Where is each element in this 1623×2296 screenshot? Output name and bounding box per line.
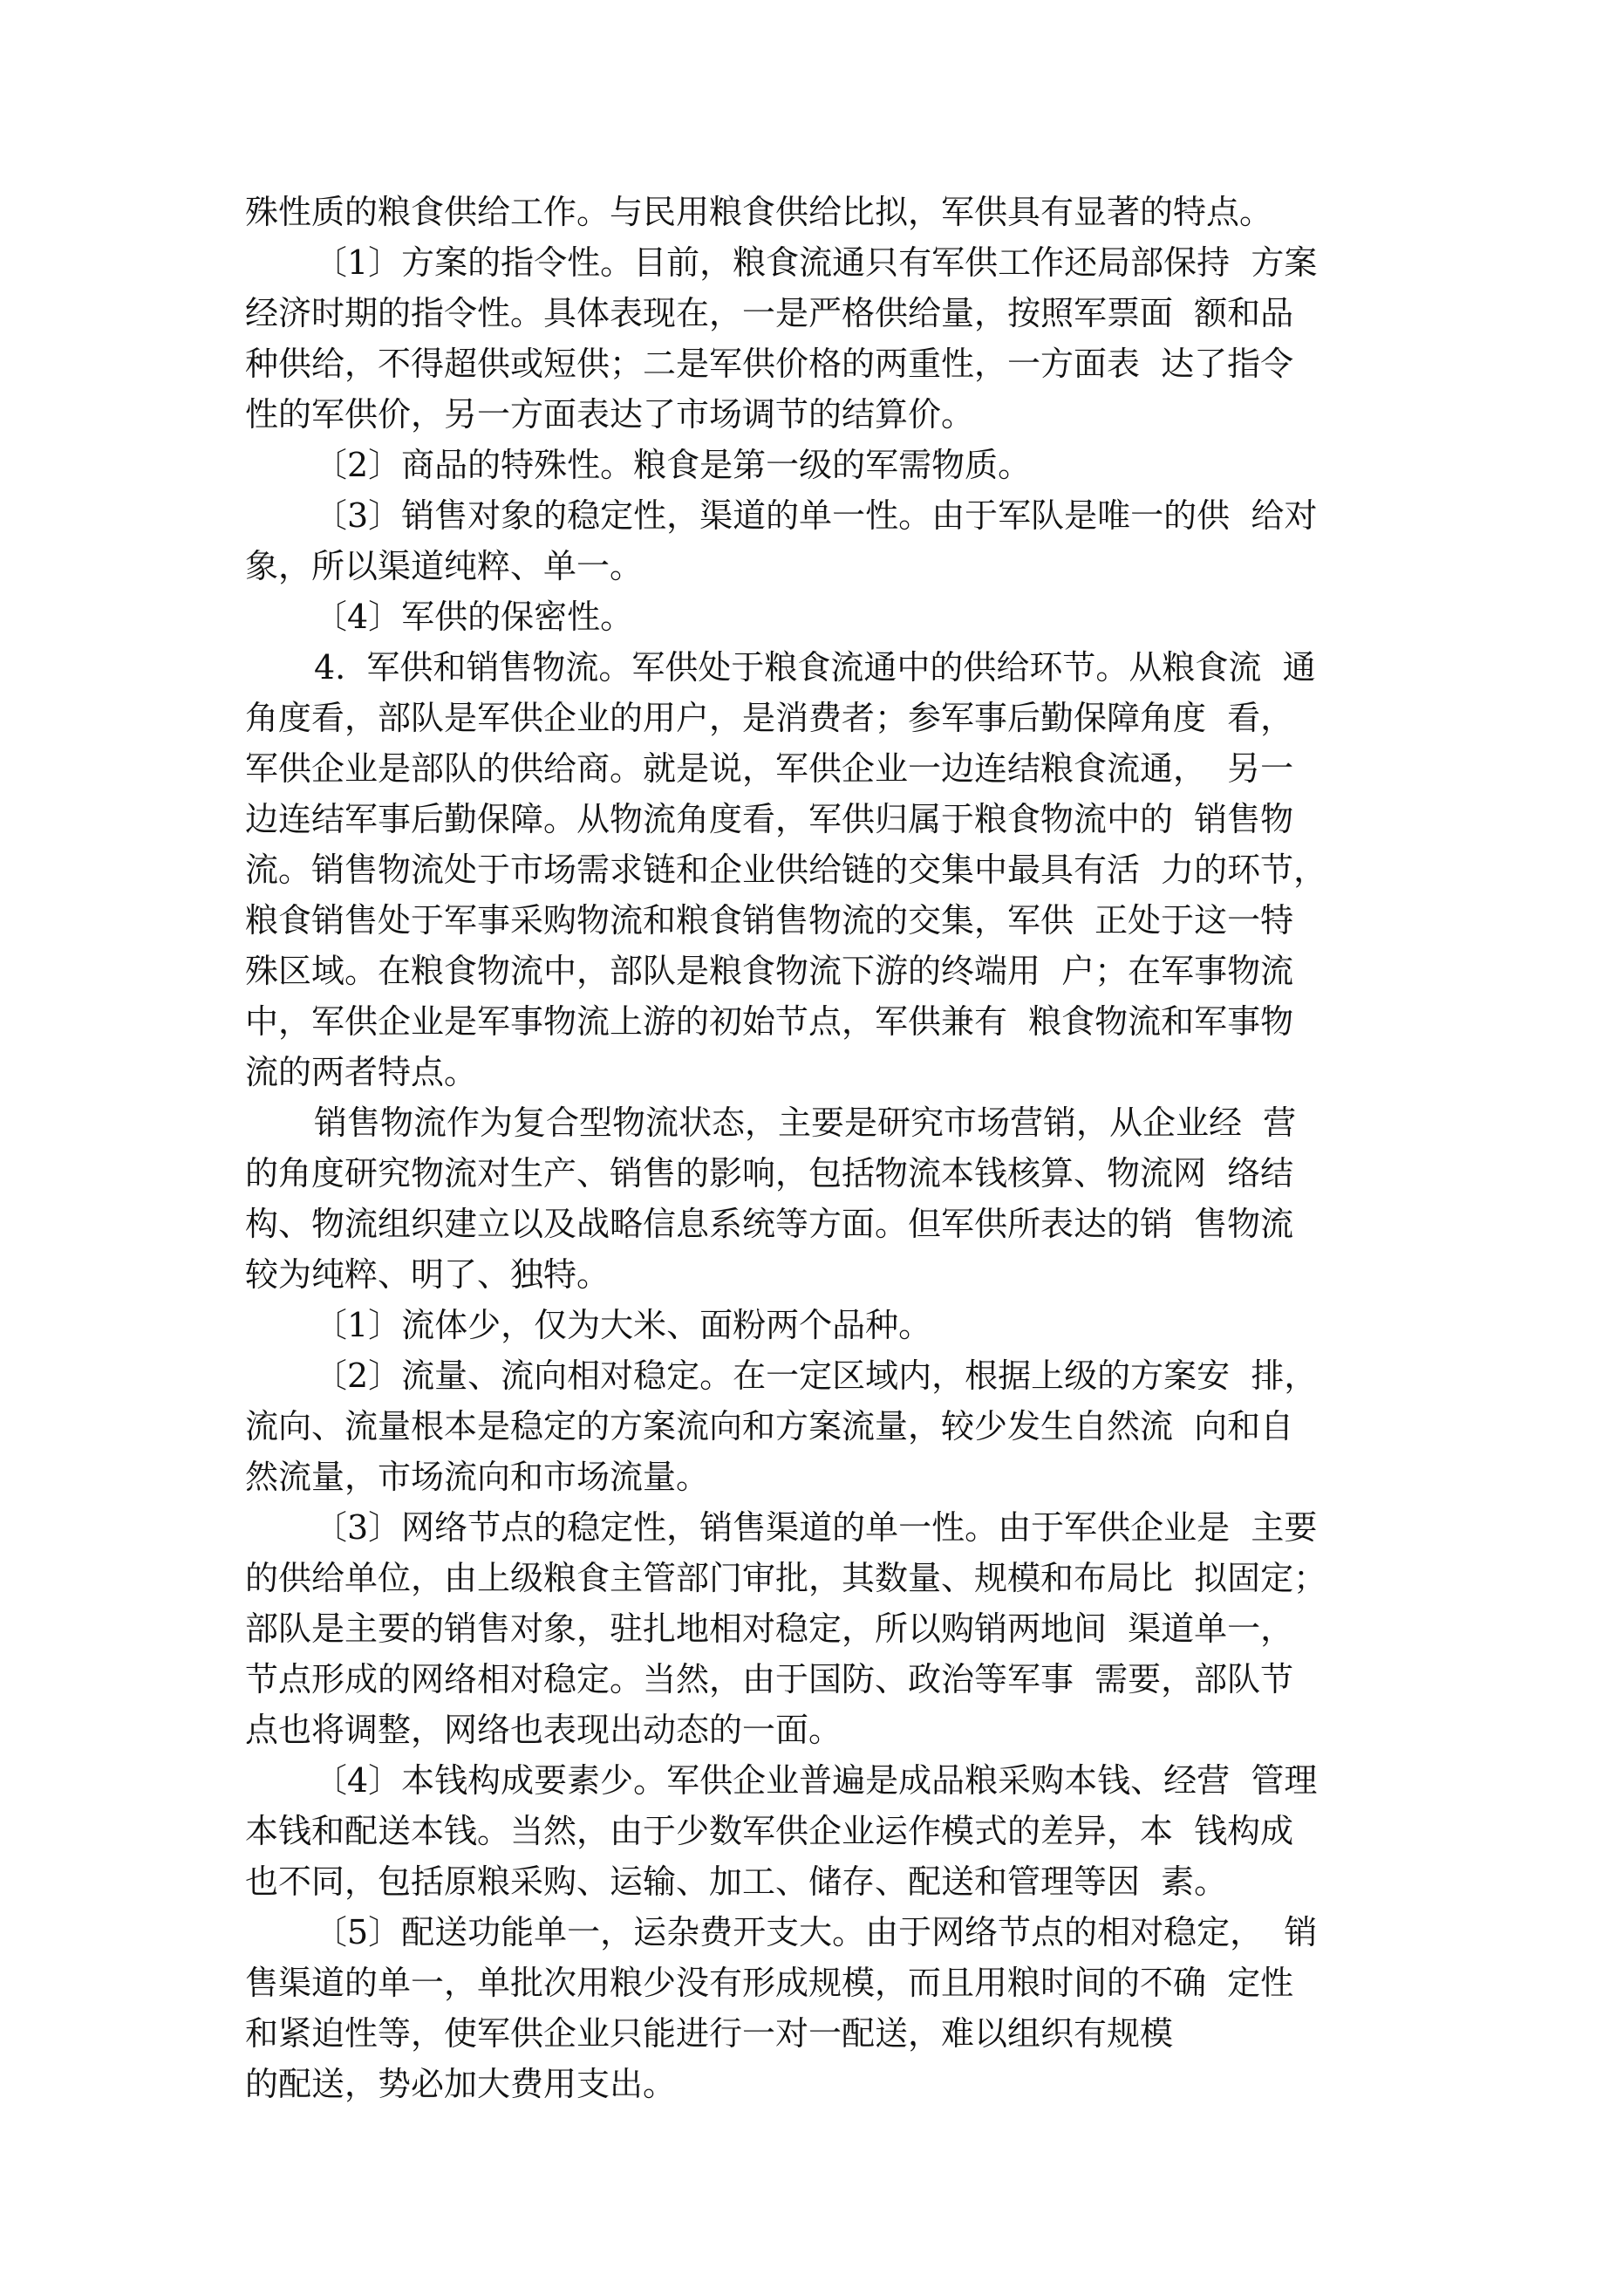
text-line: 种供给，不得超供或短供；二是军供价格的两重性，一方面表 达了指令: [245, 345, 1294, 383]
text-line: 和紧迫性等，使军供企业只能进行一对一配送，难以组织有规模: [245, 2014, 1174, 2053]
text-line: 象，所以渠道纯粹、单一。: [245, 547, 644, 585]
text-line: 〔1〕流体少，仅为大米、面粉两个品种。: [314, 1306, 932, 1344]
text-line: 边连结军事后勤保障。从物流角度看，军供归属于粮食物流中的 销售物: [245, 800, 1294, 838]
text-line: 的角度研究物流对生产、销售的影响，包括物流本钱核算、物流网 络结: [245, 1154, 1294, 1192]
text-line: 〔4〕本钱构成要素少。军供企业普遍是成品粮采购本钱、经营 管理: [314, 1761, 1318, 1800]
text-line: 销售物流作为复合型物流状态，主要是研究市场营销，从企业经 营: [314, 1104, 1297, 1142]
text-line: 〔5〕配送功能单一，运杂费开支大。由于网络节点的相对稳定， 销: [314, 1913, 1318, 1951]
text-line: 〔3〕网络节点的稳定性，销售渠道的单一性。由于军供企业是 主要: [314, 1508, 1318, 1547]
text-line: 售渠道的单一，单批次用粮少没有形成规模，而且用粮时间的不确 定性: [245, 1964, 1294, 2002]
text-line: 流向、流量根本是稳定的方案流向和方案流量，较少发生自然流 向和自: [245, 1407, 1294, 1445]
text-line: 经济时期的指令性。具体表现在，一是严格供给量，按照军票面 额和品: [245, 294, 1294, 332]
text-line: 节点形成的网络相对稳定。当然，由于国防、政治等军事 需要，部队节: [245, 1660, 1294, 1698]
text-line: 〔2〕流量、流向相对稳定。在一定区域内，根据上级的方案安 排，: [314, 1356, 1318, 1395]
text-line: 性的军供价，另一方面表达了市场调节的结算价。: [245, 395, 975, 434]
text-line: 粮食销售处于军事采购物流和粮食销售物流的交集，军供 正处于这一特: [245, 901, 1294, 940]
text-line: 本钱和配送本钱。当然，由于少数军供企业运作模式的差异，本 钱构成: [245, 1812, 1294, 1850]
text-line: 军供企业是部队的供给商。就是说，军供企业一边连结粮食流通， 另一: [245, 749, 1294, 788]
text-line: 〔2〕商品的特殊性。粮食是第一级的军需物质。: [314, 446, 1032, 484]
text-line: 流。销售物流处于市场需求链和企业供给链的交集中最具有活 力的环节，: [245, 851, 1327, 889]
text-line: 部队是主要的销售对象，驻扎地相对稳定，所以购销两地间 渠道单一，: [245, 1609, 1294, 1648]
text-line: 流的两者特点。: [245, 1053, 478, 1091]
text-line: 点也将调整，网络也表现出动态的一面。: [245, 1711, 842, 1749]
text-line: 殊区域。在粮食物流中，部队是粮食物流下游的终端用 户；在军事物流: [245, 952, 1294, 990]
text-line: 的配送，势必加大费用支出。: [245, 2065, 677, 2103]
text-line: 中，军供企业是军事物流上游的初始节点，军供兼有 粮食物流和军事物: [245, 1002, 1294, 1041]
text-line: 殊性质的粮食供给工作。与民用粮食供给比拟，军供具有显著的特点。: [245, 193, 1273, 231]
text-line: 构、物流组织建立以及战略信息系统等方面。但军供所表达的销 售物流: [245, 1205, 1294, 1243]
text-line: 也不同，包括原粮采购、运输、加工、储存、配送和管理等因 素。: [245, 1862, 1228, 1901]
text-line: 的供给单位，由上级粮食主管部门审批，其数量、规模和布局比 拟固定；: [245, 1559, 1327, 1597]
text-line: 〔3〕销售对象的稳定性，渠道的单一性。由于军队是唯一的供 给对: [314, 496, 1318, 535]
text-line: 角度看，部队是军供企业的用户，是消费者；参军事后勤保障角度 看，: [245, 699, 1294, 737]
text-line: 〔1〕方案的指令性。目前，粮食流通只有军供工作还局部保持 方案: [314, 243, 1318, 282]
text-line: 然流量，市场流向和市场流量。: [245, 1458, 710, 1496]
text-line: 〔4〕军供的保密性。: [314, 598, 634, 636]
text-line: 4. 军供和销售物流。军供处于粮食流通中的供给环节。从粮食流 通: [314, 648, 1316, 687]
text-line: 较为纯粹、明了、独特。: [245, 1255, 610, 1294]
